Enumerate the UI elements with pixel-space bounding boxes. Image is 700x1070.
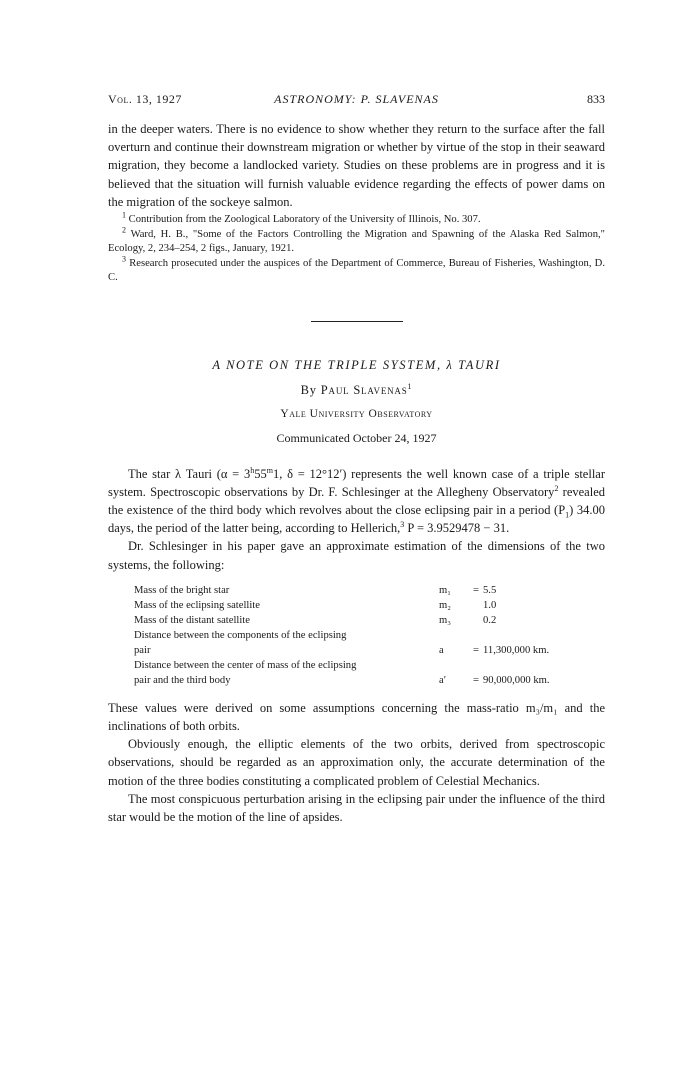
dimension-symbol: a: [439, 644, 444, 656]
dimension-label: pair: [134, 644, 151, 656]
ra-hours-mark: h: [250, 465, 255, 475]
dimension-label: Distance between the center of mass of the eclipsing: [134, 659, 357, 671]
footnote-ref: 3: [400, 519, 405, 529]
page: [108, 92, 605, 826]
footnote-mark: 1: [122, 210, 126, 220]
dimension-label: pair and the third body: [134, 674, 231, 686]
article-author: [108, 383, 605, 398]
footnote-text: Contribution from the Zoological Laboratory of the University of Illinois, No. 307.: [128, 214, 481, 226]
dimension-equals: [469, 613, 483, 628]
para1-part: 1, δ = 12°12′) represents the well known case of a triple stellar system. Spectroscopic observations by Dr. F. Schlesinger at the Allegheny Observatory: [108, 466, 606, 499]
footnote-text: Research prosecuted under the auspices of the Department of Commerce, Bureau of Fisheries, Washington, D. C.: [108, 257, 605, 284]
dimension-symbol: m₂: [439, 599, 451, 611]
dimensions-table: [134, 583, 550, 688]
dimension-row: [134, 598, 550, 613]
dimension-equals: =: [473, 644, 479, 656]
volume-info: Vol. 13, 1927: [108, 92, 182, 106]
ra-minutes-mark: m: [266, 465, 273, 475]
paragraph-1: [108, 465, 605, 538]
dimension-value: 0.2: [483, 614, 497, 626]
dimension-label: Distance between the components of the eclipsing: [134, 629, 347, 641]
dimension-label: Mass of the distant satellite: [134, 614, 250, 626]
dimension-equals: [469, 658, 483, 673]
running-header: [108, 92, 605, 110]
para1-part: 55: [254, 466, 267, 481]
page-number: 833: [587, 92, 605, 106]
dimension-equals: =: [473, 674, 479, 686]
dimension-value: 11,300,000 km.: [483, 644, 550, 656]
dimension-value: [483, 628, 550, 643]
communicated-date: Communicated October 24, 1927: [276, 430, 437, 445]
article-title: A NOTE ON THE TRIPLE SYSTEM, λ TAURI: [212, 357, 501, 372]
dimension-row: [134, 673, 550, 688]
paragraph-2: Dr. Schlesinger in his paper gave an approximate estimation of the dimensions of the two systems, the following:: [108, 539, 605, 572]
footnote-text: Ward, H. B., "Some of the Factors Controlling the Migration and Spawning of the Alaska Red Salmon," Ecology, 2, 234–254, 2 figs., January, 1921.: [108, 228, 605, 255]
footnote-1: [108, 210, 605, 228]
dimension-symbol: m₃: [439, 614, 451, 626]
dimension-row: [134, 628, 550, 643]
dimension-equals: [469, 628, 483, 643]
dimension-equals: [469, 598, 483, 613]
footnote-mark: 3: [122, 253, 126, 263]
paragraph-3: These values were derived on some assumptions concerning the mass-ratio m₃/m₁ and the inclinations of both orbits.: [108, 700, 605, 733]
dimension-row: [134, 613, 550, 628]
dimension-value: [483, 658, 550, 673]
dimension-value: 90,000,000 km.: [483, 674, 550, 686]
paragraph-5: The most conspicuous perturbation arising in the eclipsing pair under the influence of the third star would be the motion of the line of apsides.: [108, 791, 605, 824]
dimension-equals: =: [473, 584, 479, 596]
dimension-label: Mass of the eclipsing satellite: [134, 599, 260, 611]
para1-part: ) 34.00 days, the period of the latter being, according to Hellerich,: [108, 502, 605, 536]
institution: Yale University Observatory: [280, 407, 433, 420]
para1-part: The star λ Tauri (α = 3: [128, 466, 251, 481]
dimension-symbol: [439, 628, 469, 643]
footnote-3: [108, 253, 605, 286]
running-title: ASTRONOMY: P. SLAVENAS: [274, 92, 439, 106]
author-footnote-mark: 1: [407, 381, 413, 391]
dimension-row: [134, 583, 550, 598]
dimension-row: [134, 658, 550, 673]
footnote-2: [108, 224, 605, 257]
section-divider: [311, 321, 403, 322]
dimension-label: Mass of the bright star: [134, 584, 230, 596]
para1-part: revealed the existence of the third body which revolves about the close eclipsing pair in a period (P: [108, 484, 605, 517]
author-prefix: By: [300, 382, 317, 397]
para1-part: P = 3.9529478 − 31.: [404, 521, 510, 536]
footnote-mark: 2: [122, 224, 126, 234]
dimension-value: 1.0: [483, 599, 497, 611]
previous-article-text: in the deeper waters. There is no evidence to show whether they return to the surface after the fall overturn and continue their downstream migration or whether by virtue of the stop in their seaward migration, they become a landlocked variety. Studies on these problems are in progress and it is believed that the situation will furnish valuable evidence regarding the effects of power dams on the migration of the sockeye salmon.: [108, 122, 605, 209]
dimension-value: 5.5: [483, 584, 497, 596]
footnote-ref: 2: [554, 483, 559, 493]
dimension-symbol: [439, 658, 469, 673]
dimension-row: [134, 643, 550, 658]
footnotes: [108, 210, 605, 286]
author-name: Paul Slavenas: [320, 382, 408, 397]
period-subscript: 1: [565, 510, 570, 520]
paragraph-4: Obviously enough, the elliptic elements of the two orbits, derived from spectroscopic observations, should be regarded as an approximation only, the accurate determination of the motion of the three bodies constituting a complicated problem of Celestial Mechanics.: [108, 737, 605, 788]
dimension-symbol: m₁: [439, 584, 451, 596]
dimension-symbol: a′: [439, 674, 447, 686]
